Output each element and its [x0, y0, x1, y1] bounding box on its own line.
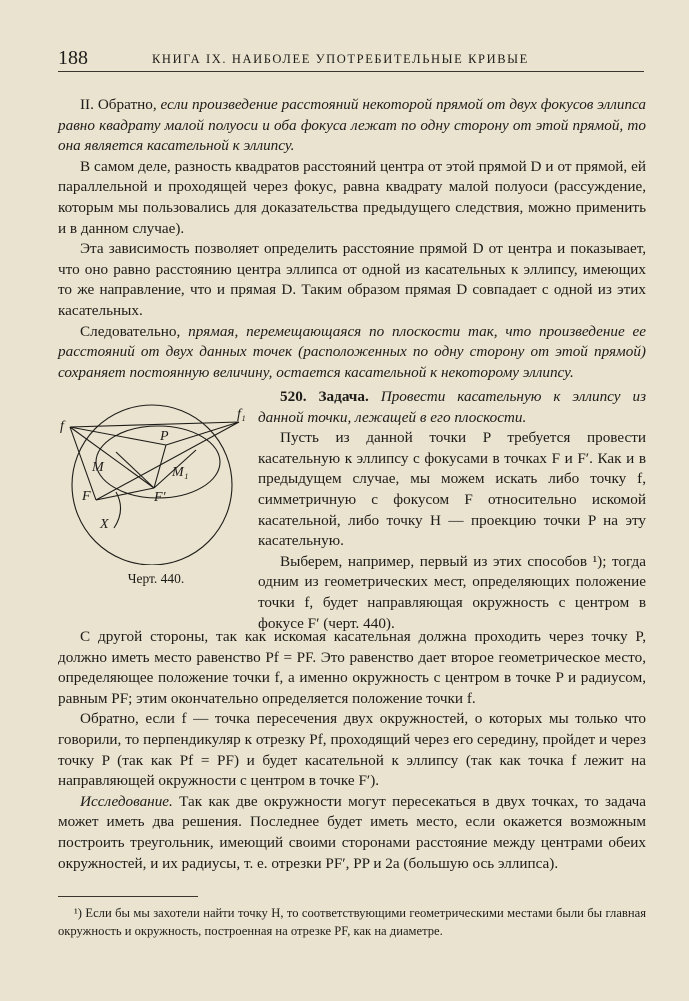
arc-x: [114, 492, 121, 528]
line-P-to-Fp: [154, 445, 166, 488]
label-f1: f₁: [237, 407, 246, 422]
label-Fp: F′: [154, 490, 166, 505]
side-text-block: [258, 387, 646, 634]
investigation-heading: Исследование.: [80, 792, 173, 810]
paragraph-lead: Следовательно,: [80, 322, 189, 340]
label-F: F: [82, 489, 91, 504]
label-f: f: [60, 419, 64, 434]
figure-caption: Черт. 440.: [127, 571, 185, 586]
investigation-text: Так как две окружности могут пересекаться в двух точках, то задача может иметь два решения. Последнее будет иметь место, если окажется возможным построить треугольник, имеющий своими сторонами расстояние между центрами обеих окружностей, и их радиусы, т. е. отрезки PF′, PP и 2a (большую ось эллипса).: [58, 792, 646, 872]
line-M-to-Fp: [116, 452, 154, 488]
focal-segment: [96, 488, 154, 500]
problem-number: 520. Задача.: [280, 388, 369, 405]
running-title: КНИГА IX. НАИБОЛЕЕ УПОТРЕБИТЕЛЬНЫЕ КРИВЫЕ: [152, 52, 529, 66]
footnote: [58, 904, 646, 940]
line-Fp-to-f: [70, 427, 154, 488]
footnote-rule: [58, 896, 198, 897]
paragraph-second-locus: С другой стороны, так как искомая касательная должна проходить через точку P, должно иметь место равенство Pf = PF. Это равенство дает второе геометрическое место, определяющее положение точки f, а именно окружность с центром в точке P и радиусом, равным PF; этим окончательно определяется положение точки f.: [58, 628, 646, 707]
footnote-text: ¹) Если бы мы захотели найти точку H, то соответствующими геометрическими местами были бы главная окружность и окружность, построенная на отрезке PF, как на диаметре.: [58, 906, 646, 938]
label-M1: M₁: [172, 465, 189, 480]
paragraph-consequence: [58, 322, 646, 384]
paragraph-investigation: [58, 792, 646, 874]
label-M: M: [92, 460, 104, 475]
ellipse-tangent-diagram: [56, 400, 256, 565]
label-X: X: [100, 517, 109, 532]
paragraph-choice: Выберем, например, первый из этих способов ¹); тогда одним из геометрических мест, определяющих положение точки f, будет направляющая окружность с центром в фокусе F′ (черт. 440).: [258, 552, 646, 632]
paragraph-setup: Пусть из данной точки P требуется провести касательную к эллипсу с фокусами в точках F и F′. Как и в предыдущем случае, мы можем искать либо точку f, симметричную с фокусом F относительно искомой касательной, либо точку H — проекцию точки P на эту касательную.: [258, 429, 646, 550]
paragraph-dependency: Эта зависимость позволяет определить расстояние прямой D от центра и показывает, что оно равно расстоянию центра эллипса от одной из касательных к эллипсу, имеющих то же направление, что и прямая D. Таким образом прямая D совпадает с одной из этих касательных.: [58, 240, 646, 319]
consequence-statement: прямая, перемещающаяся по плоскости так, что произведение ее расстояний от двух данных точек (расположенных по одну сторону от этой прямой) сохраняет постоянную величину, остается касательной к некоторому эллипсу.: [58, 322, 647, 381]
problem-statement: [258, 387, 646, 428]
paragraph-converse: Обратно, если f — точка пересечения двух окружностей, о которых мы только что говорили, то перпендикуляр к отрезку Pf, проходящий через его середину, пройдет и через точку P (так как Pf = PF) и будет касательной к эллипсу (так как точка f лежит на направляющей окружности с центром в точке F′).: [58, 710, 646, 790]
ellipse-curve: [96, 426, 220, 498]
top-text-block: [58, 95, 646, 383]
paragraph-lead: II. Обратно,: [80, 96, 161, 113]
bottom-text-block: [58, 627, 646, 874]
header-rule: [58, 71, 644, 72]
paragraph-proof: В самом деле, разность квадратов расстояний центра от этой прямой D и от прямой, ей параллельной и проходящей через фокус, равна квадрату малой полуоси (рассуждение, которым мы пользовались для доказательства предыдущего следствия, можно применить и в данном случае).: [58, 157, 646, 237]
figure-440: [56, 400, 256, 587]
label-P: P: [160, 429, 169, 444]
paragraph-converse-theorem: [58, 95, 646, 157]
director-circle: [72, 405, 232, 565]
theorem-statement: если произведение расстояний некоторой прямой от двух фокусов эллипса равно квадрату малой полуоси и оба фокуса лежат по одну сторону от этой прямой, то она является касательной к эллипсу.: [58, 96, 646, 155]
problem-text: Провести касательную к эллипсу из данной точки, лежащей в его плоскости.: [258, 388, 647, 426]
page-header: [58, 40, 644, 72]
page-number: 188: [58, 47, 88, 69]
